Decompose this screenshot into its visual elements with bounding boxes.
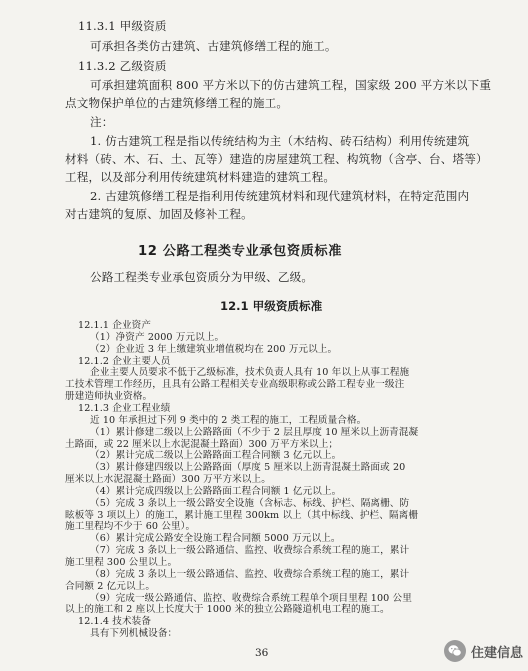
clause-heading: 12.1.3 企业工程业绩	[78, 402, 171, 414]
clause-heading: 12.1.2 企业主要人员	[78, 355, 171, 367]
clause-heading: 12.1.1 企业资产	[78, 320, 152, 331]
clause-item: （8）完成 3 条以上一级公路通信、监控、收费综合系统工程的施工，累计	[90, 568, 410, 580]
paragraph-line: 点文物保护单位的古建筑修缮工程的施工。	[65, 96, 289, 110]
note-label: 注：	[90, 115, 114, 129]
clause-item: （9）完成一级公路通信、监控、收费综合系统工程单个项目里程 100 公里	[90, 592, 412, 604]
clause-item: （5）完成 3 条以上一级公路安全设施（含标志、标线、护栏、隔离栅、防	[90, 497, 410, 509]
clause-item: 合同额 2 亿元以上。	[65, 580, 156, 592]
note-line: 对古建筑的复原、加固及修补工程。	[65, 207, 253, 221]
clause-item: （3）累计修建四级以上公路路面（厚度 5 厘米以上沥青混凝土路面或 20	[90, 462, 406, 474]
clause-item: （1）净资产 2000 万元以上。	[90, 331, 225, 343]
heading-11-3-1: 11.3.1 甲级资质	[78, 19, 167, 33]
clause-item: （2）企业近 3 年上缴建筑业增值税均在 200 万元以上。	[90, 343, 338, 355]
note-line: 材料（砖、木、石、土、瓦等）建造的房屋建筑工程、构筑物（含亭、台、塔等）	[65, 152, 488, 166]
clause-item: 眩板等 3 项以上）的施工，累计施工里程 300km 以上（其中标线、护栏、隔离栅	[65, 509, 419, 521]
note-line: 1. 仿古建筑工程是指以传统结构为主（木结构、砖石结构）利用传统建筑	[90, 134, 470, 148]
paragraph-line: 具有下列机械设备：	[90, 628, 178, 639]
clause-item: （6）累计完成公路安全设施工程合同额 5000 万元以上。	[90, 533, 341, 545]
clause-item: 施工里程 300 公里以上。	[65, 556, 178, 568]
watermark-text: 住建信息	[471, 645, 524, 661]
subsection-title: 12.1 甲级资质标准	[220, 299, 323, 313]
note-line: 2. 古建筑修缮工程是指利用传统建筑材料和现代建筑材料，在特定范围内	[90, 189, 470, 203]
paragraph-line: 工技术管理工作经历，且具有公路工程相关专业高级职称或公路工程专业一级注	[65, 379, 405, 391]
note-line: 工程，以及部分利用传统建筑材料建造的建筑工程。	[65, 170, 336, 184]
watermark	[444, 640, 523, 662]
section-intro: 公路工程类专业承包资质分为甲级、乙级。	[90, 270, 314, 284]
clause-item: （1）累计修建二级以上公路路面（不少于 2 层且厚度 10 厘米以上沥青混凝	[90, 426, 419, 438]
clause-item: （2）累计完成二级以上公路路面工程合同额 3 亿元以上。	[90, 450, 342, 462]
paragraph-line: 近 10 年承担过下列 9 类中的 2 类工程的施工，工程质量合格。	[90, 414, 367, 426]
clause-item: （4）累计完成四级以上公路路面工程合同额 1 亿元以上。	[90, 485, 342, 497]
paragraph-line: 册建造师执业资格。	[65, 391, 153, 403]
clause-item: 厘米以上水泥混凝土路面）300 万平方米以上。	[65, 474, 271, 485]
clause-item: （7）完成 3 条以上一级公路通信、监控、收费综合系统工程的施工，累计	[90, 545, 410, 557]
clause-heading: 12.1.4 技术装备	[78, 616, 152, 628]
clause-item: 以上的施工和 2 座以上长度大于 1000 米的独立公路隧道机电工程的施工。	[65, 604, 390, 616]
paragraph-line: 可承担建筑面积 800 平方米以下的仿古建筑工程，国家级 200 平方米以下重	[90, 78, 492, 92]
clause-item: 土路面，或 22 厘米以上水泥混凝土路面）300 万平方米以上；	[65, 438, 339, 450]
paragraph-line: 可承担各类仿古建筑、古建筑修缮工程的施工。	[90, 39, 337, 53]
section-title: 12 公路工程类专业承包资质标准	[138, 244, 342, 259]
paragraph-line: 企业主要人员要求不低于乙级标准，技术负责人具有 10 年以上从事工程施	[90, 367, 410, 379]
clause-item: 施工里程均不少于 60 公里）。	[65, 521, 196, 533]
wechat-icon	[444, 640, 466, 662]
page-number: 36	[255, 647, 269, 659]
heading-11-3-2: 11.3.2 乙级资质	[78, 59, 167, 73]
